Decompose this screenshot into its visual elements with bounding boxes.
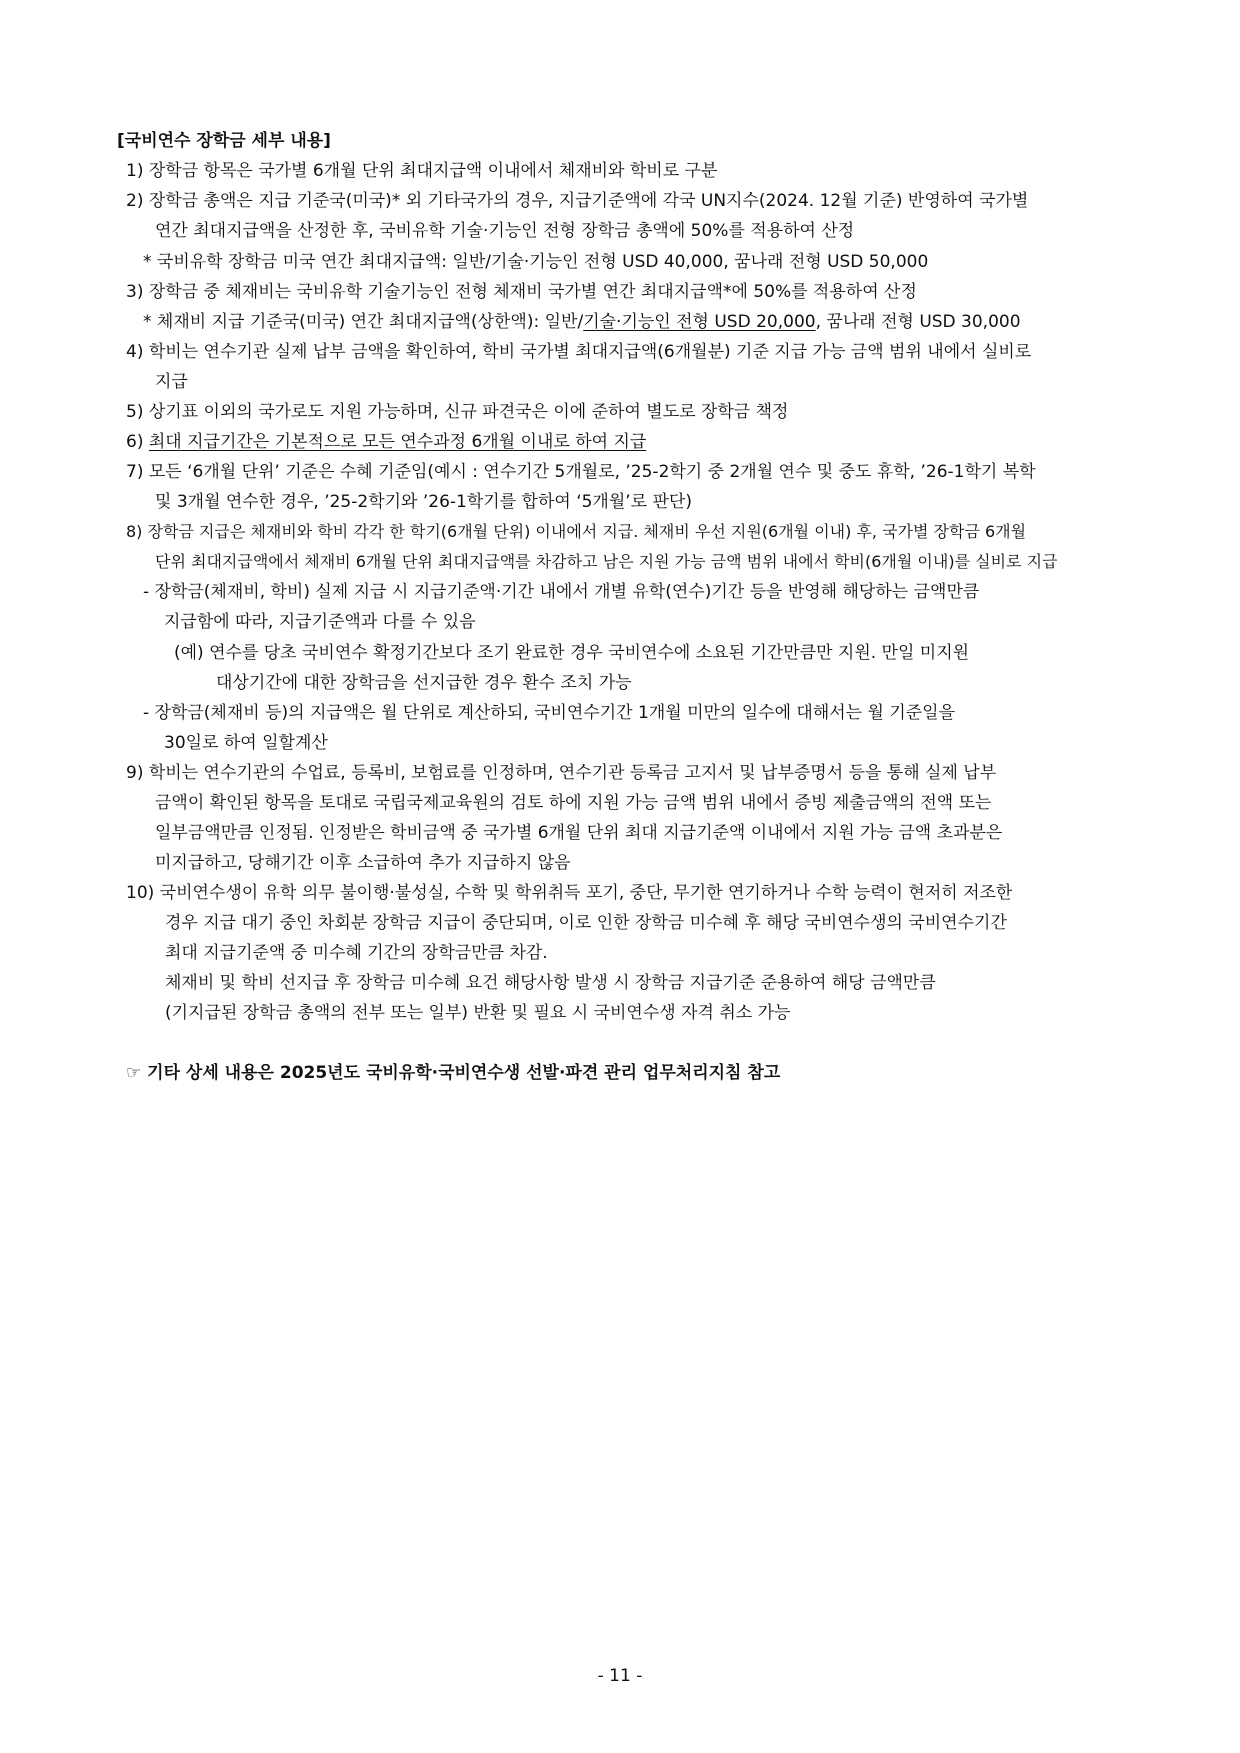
item-1: 1) 장학금 항목은 국가별 6개월 단위 최대지급액 이내에서 체재비와 학비로 구분 bbox=[126, 161, 718, 181]
item-10-line-2: 경우 지급 대기 중인 차회분 장학금 지급이 중단되며, 이로 인한 장학금 미수혜 후 해당 국비연수생의 국비연수기간 bbox=[165, 913, 1007, 933]
item-8-sub-2: - 장학금(체재비 등)의 지급액은 월 단위로 계산하되, 국비연수기간 1개월 미만의 일수에 대해서는 월 기준일을 bbox=[143, 703, 956, 723]
item-5: 5) 상기표 이외의 국가로도 지원 가능하며, 신규 파견국은 이에 준하여 별도로 장학금 책정 bbox=[126, 402, 789, 422]
item-10-line-3: 최대 지급기준액 중 미수혜 기간의 장학금만큼 차감. bbox=[165, 943, 548, 963]
item-9-line-1: 9) 학비는 연수기관의 수업료, 등록비, 보험료를 인정하며, 연수기관 등록금 고지서 및 납부증명서 등을 통해 실제 납부 bbox=[126, 763, 997, 783]
item-4-line-2: 지급 bbox=[155, 372, 188, 392]
item-10-line-5: (기지급된 장학금 총액의 전부 또는 일부) 반환 및 필요 시 국비연수생 자격 취소 가능 bbox=[165, 1003, 791, 1023]
item-7-line-1: 7) 모든 ‘6개월 단위’ 기준은 수혜 기준임(예시 : 연수기간 5개월로, ’25-2학기 중 2개월 연수 및 중도 휴학, ’26-1학기 복학 bbox=[126, 462, 1036, 482]
item-6: 6) 최대 지급기간은 기본적으로 모든 연수과정 6개월 이내로 하여 지급 bbox=[126, 432, 647, 452]
item-7-line-2: 및 3개월 연수한 경우, ’25-2학기와 ’26-1학기를 합하여 ‘5개월’로 판단) bbox=[155, 492, 692, 512]
section-heading: [국비연수 장학금 세부 내용] bbox=[117, 131, 331, 151]
underlined-amount: 기술·기능인 전형 USD 20,000 bbox=[583, 312, 816, 332]
item-9-line-3: 일부금액만큼 인정됨. 인정받은 학비금액 중 국가별 6개월 단위 최대 지급기준액 이내에서 지원 가능 금액 초과분은 bbox=[155, 823, 1003, 843]
item-2-line-2: 연간 최대지급액을 산정한 후, 국비유학 기술·기능인 전형 장학금 총액에 50%를 적용하여 산정 bbox=[155, 221, 855, 241]
item-2-line-1: 2) 장학금 총액은 지급 기준국(미국)* 외 기타국가의 경우, 지급기준액에 각국 UN지수(2024. 12월 기준) 반영하여 국가별 bbox=[126, 191, 1029, 211]
item-8-line-1: 8) 장학금 지급은 체재비와 학비 각각 한 학기(6개월 단위) 이내에서 지급. 체재비 우선 지원(6개월 이내) 후, 국가별 장학금 6개월 bbox=[126, 522, 1027, 541]
item-3: 3) 장학금 중 체재비는 국비유학 기술기능인 전형 체재비 국가별 연간 최대지급액*에 50%를 적용하여 산정 bbox=[126, 282, 917, 302]
item-8-example: (예) 연수를 당초 국비연수 확정기간보다 조기 완료한 경우 국비연수에 소요된 기간만큼만 지원. 만일 미지원 bbox=[174, 643, 970, 663]
item-8-sub-1: - 장학금(체재비, 학비) 실제 지급 시 지급기준액·기간 내에서 개별 유학(연수)기간 등을 반영해 해당하는 금액만큼 bbox=[143, 582, 980, 602]
item-10-line-4: 체재비 및 학비 선지급 후 장학금 미수혜 요건 해당사항 발생 시 장학금 지급기준 준용하여 해당 금액만큼 bbox=[165, 973, 936, 993]
item-8-line-2: 단위 최대지급액에서 체재비 6개월 단위 최대지급액를 차감하고 남은 지원 가능 금액 범위 내에서 학비(6개월 이내)를 실비로 지급 bbox=[155, 552, 1058, 571]
reference-note: ☞ 기타 상세 내용은 2025년도 국비유학·국비연수생 선발·파견 관리 업무처리지침 참고 bbox=[126, 1063, 781, 1083]
item-8-sub-1-cont: 지급함에 따라, 지급기준액과 다를 수 있음 bbox=[164, 612, 476, 632]
item-8-sub-2-cont: 30일로 하여 일할계산 bbox=[164, 733, 328, 753]
item-9-line-2: 금액이 확인된 항목을 토대로 국립국제교육원의 검토 하에 지원 가능 금액 범위 내에서 증빙 제출금액의 전액 또는 bbox=[155, 793, 992, 813]
item-10-line-1: 10) 국비연수생이 유학 의무 불이행·불성실, 수학 및 학위취득 포기, 중단, 무기한 연기하거나 수학 능력이 현저히 저조한 bbox=[126, 883, 1013, 903]
underlined-period: 최대 지급기간은 기본적으로 모든 연수과정 6개월 이내로 하여 지급 bbox=[148, 432, 647, 452]
item-3-note: * 체재비 지급 기준국(미국) 연간 최대지급액(상한액): 일반/기술·기능인 전형 USD 20,000, 꿈나래 전형 USD 30,000 bbox=[143, 312, 1021, 332]
item-4-line-1: 4) 학비는 연수기관 실제 납부 금액을 확인하여, 학비 국가별 최대지급액(6개월분) 기준 지급 가능 금액 범위 내에서 실비로 bbox=[126, 342, 1032, 362]
item-9-line-4: 미지급하고, 당해기간 이후 소급하여 추가 지급하지 않음 bbox=[155, 853, 571, 873]
item-2-note: * 국비유학 장학금 미국 연간 최대지급액: 일반/기술·기능인 전형 USD 40,000, 꿈나래 전형 USD 50,000 bbox=[143, 252, 929, 272]
item-8-example-cont: 대상기간에 대한 장학금을 선지급한 경우 환수 조치 가능 bbox=[216, 673, 632, 693]
page-number: - 11 - bbox=[597, 1666, 643, 1686]
